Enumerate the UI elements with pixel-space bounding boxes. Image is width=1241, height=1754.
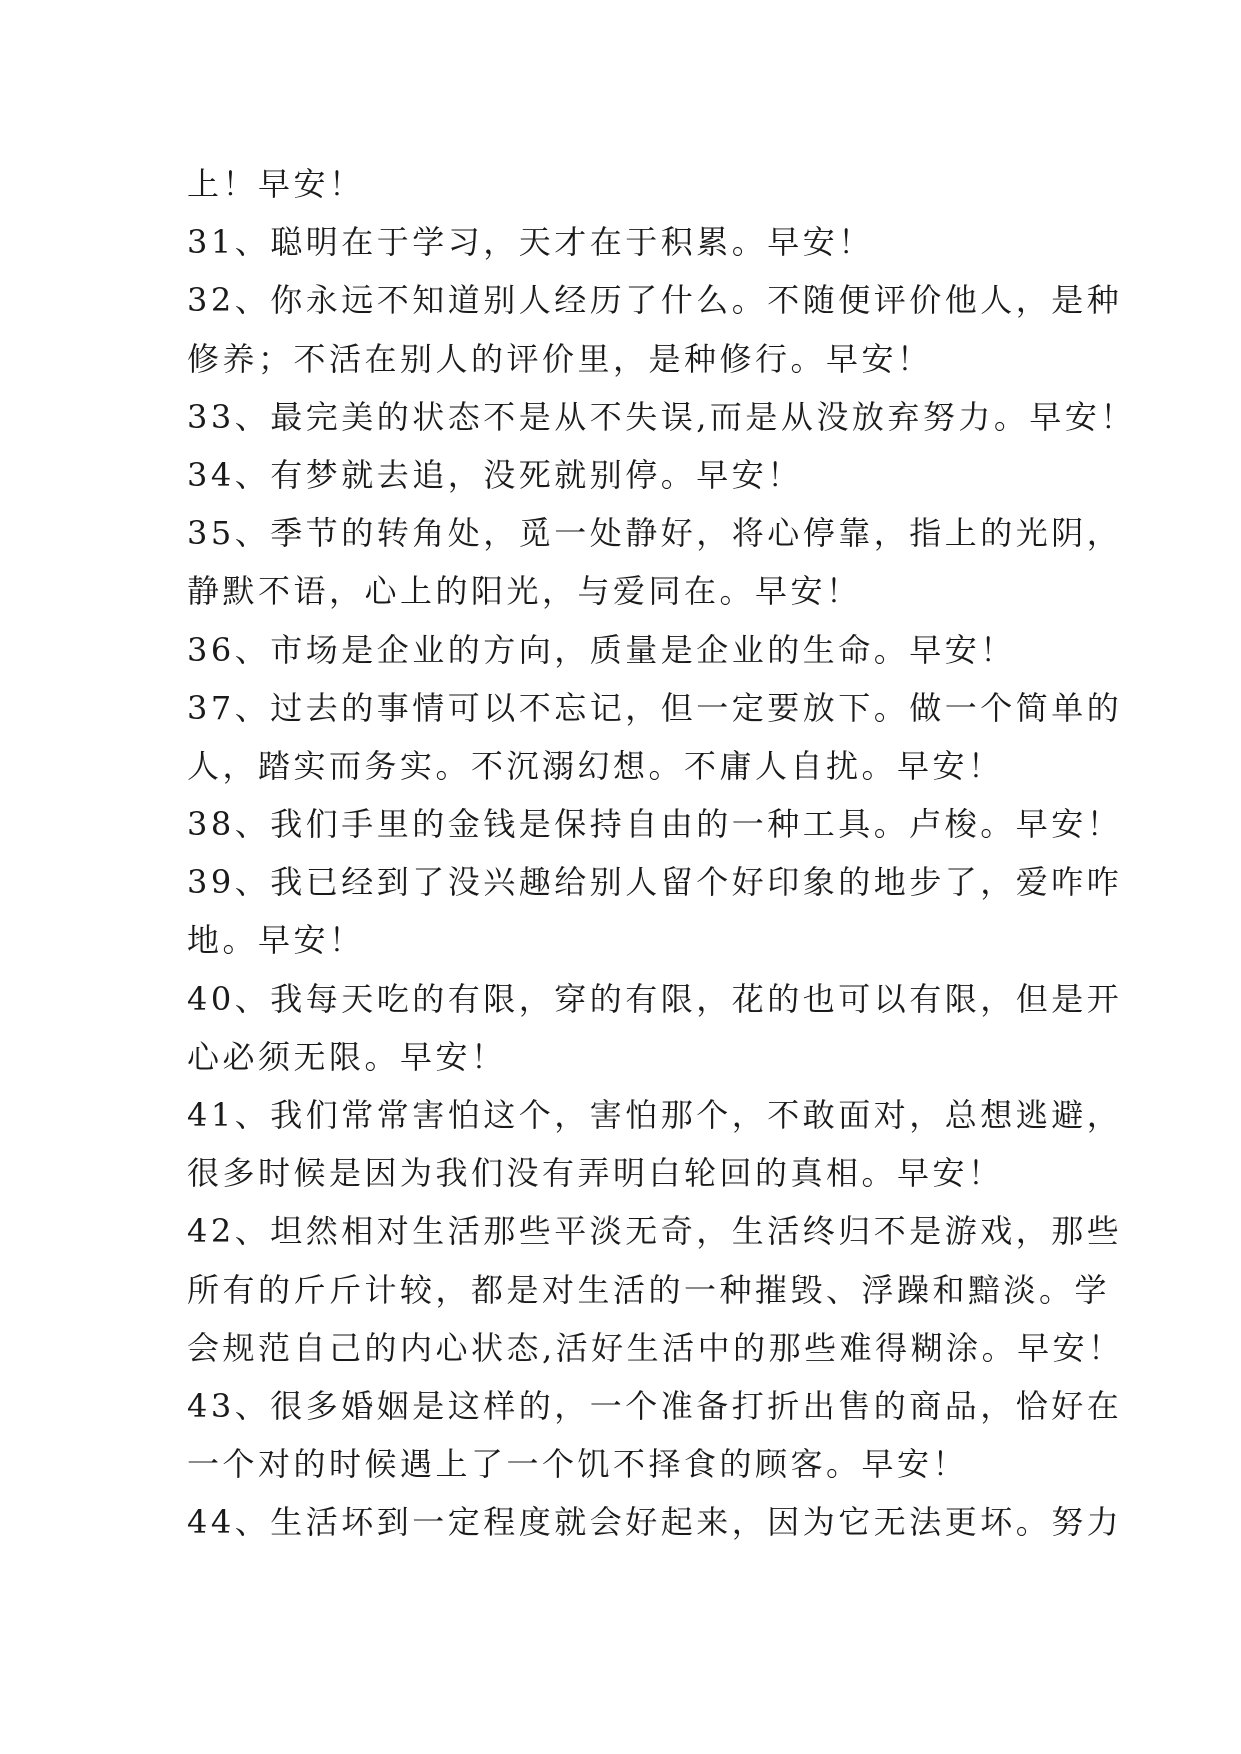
text-line: 一个对的时候遇上了一个饥不择食的顾客。早安！	[187, 1445, 969, 1484]
text-line: 上！早安！	[187, 165, 365, 203]
text-line: 31、聪明在于学习，天才在于积累。早安！	[187, 223, 874, 262]
text-line: 41、我们常常害怕这个，害怕那个，不敢面对，总想逃避，	[187, 1096, 1123, 1134]
text-line: 人，踏实而务实。不沉溺幻想。不庸人自扰。早安！	[187, 746, 1004, 785]
text-line: 会规范自己的内心状态,活好生活中的那些难得糊涂。早安！	[187, 1328, 1124, 1367]
text-line: 34、有梦就去追，没死就别停。早安！	[187, 455, 803, 494]
text-line: 静默不语，心上的阳光，与爱同在。早安！	[187, 572, 862, 611]
text-line: 37、过去的事情可以不忘记，但一定要放下。做一个简单的	[187, 688, 1123, 727]
text-line: 36、市场是企业的方向，质量是企业的生命。早安！	[187, 630, 1016, 669]
text-line: 43、很多婚姻是这样的，一个准备打折出售的商品，恰好在	[187, 1386, 1123, 1425]
text-line: 33、最完美的状态不是从不失误,而是从没放弃努力。早安！	[187, 397, 1136, 436]
text-line: 32、你永远不知道别人经历了什么。不随便评价他人，是种	[187, 281, 1123, 320]
text-line: 35、季节的转角处，觅一处静好，将心停靠，指上的光阴，	[187, 514, 1123, 553]
text-line: 42、坦然相对生活那些平淡无奇，生活终归不是游戏，那些	[187, 1212, 1123, 1251]
text-line: 修养；不活在别人的评价里，是种修行。早安！	[187, 339, 933, 378]
text-line: 40、我每天吃的有限，穿的有限，花的也可以有限，但是开	[187, 979, 1123, 1018]
text-line: 地。早安！	[187, 921, 365, 960]
document-body	[187, 155, 1136, 1552]
text-line: 38、我们手里的金钱是保持自由的一种工具。卢梭。早安！	[187, 805, 1123, 844]
text-line: 所有的斤斤计较，都是对生活的一种摧毁、浮躁和黯淡。学	[187, 1270, 1111, 1309]
text-line: 心必须无限。早安！	[187, 1037, 507, 1076]
text-line: 39、我已经到了没兴趣给别人留个好印象的地步了，爱咋咋	[187, 863, 1123, 902]
text-line: 很多时候是因为我们没有弄明白轮回的真相。早安！	[187, 1154, 1004, 1193]
text-line: 44、生活坏到一定程度就会好起来，因为它无法更坏。努力	[187, 1503, 1123, 1542]
